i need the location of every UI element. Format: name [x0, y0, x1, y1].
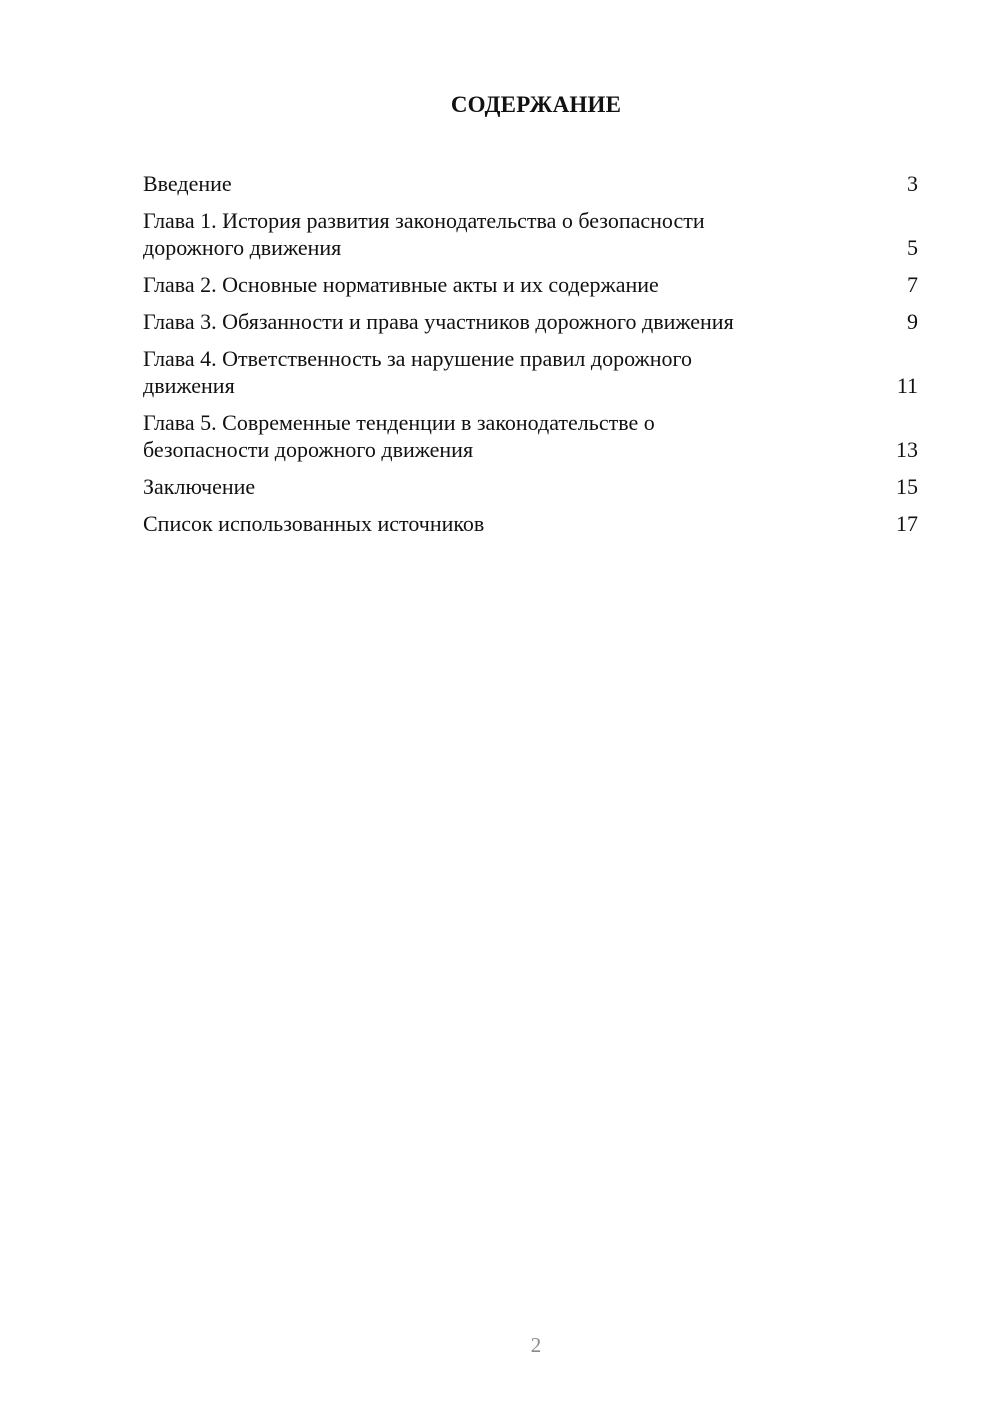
toc-entry-references [143, 510, 918, 537]
toc-entry-chapter-2 [143, 271, 918, 298]
toc-entry-conclusion [143, 473, 918, 500]
toc-entry-text [143, 510, 894, 537]
toc-entry-page: 9 [907, 309, 918, 334]
toc-entry-page: 7 [907, 272, 918, 297]
toc-entry-line: Введение [143, 171, 232, 196]
toc-entry-page: 3 [907, 171, 918, 196]
toc-entry-text [143, 207, 894, 261]
toc-entry-text [143, 345, 894, 399]
toc-entry-page: 13 [896, 437, 918, 462]
toc-entry-line: Глава 2. Основные нормативные акты и их содержание [143, 272, 659, 297]
toc-entry-line: Глава 1. История развития законодательства о безопасности [143, 208, 705, 233]
toc-entry-line: Заключение [143, 474, 256, 499]
toc-entry-page: 5 [907, 235, 918, 260]
toc-entry-chapter-4 [143, 345, 918, 399]
toc-entry-line: Глава 4. Ответственность за нарушение правил дорожного [143, 346, 692, 371]
table-of-contents [143, 170, 918, 547]
toc-entry-text [143, 170, 894, 197]
toc-entry-line: движения [143, 373, 235, 398]
toc-entry-chapter-1 [143, 207, 918, 261]
toc-entry-line: Список использованных источников [143, 511, 485, 536]
toc-entry-line: безопасности дорожного движения [143, 437, 474, 462]
toc-entry-line: Глава 3. Обязанности и права участников дорожного движения [143, 309, 734, 334]
toc-entry-line: Глава 5. Современные тенденции в законодательстве о [143, 410, 655, 435]
toc-entry-text [143, 308, 894, 335]
toc-entry-introduction [143, 170, 918, 197]
toc-entry-text [143, 271, 894, 298]
toc-entry-page: 15 [896, 474, 918, 499]
toc-entry-text [143, 409, 894, 463]
page-number: 2 [530, 1333, 542, 1357]
toc-entry-chapter-5 [143, 409, 918, 463]
toc-entry-text [143, 473, 894, 500]
toc-entry-page: 17 [896, 511, 918, 536]
toc-title: СОДЕРЖАНИЕ [450, 92, 622, 117]
toc-entry-line: дорожного движения [143, 235, 342, 260]
toc-entry-chapter-3 [143, 308, 918, 335]
toc-entry-page: 11 [896, 373, 918, 398]
